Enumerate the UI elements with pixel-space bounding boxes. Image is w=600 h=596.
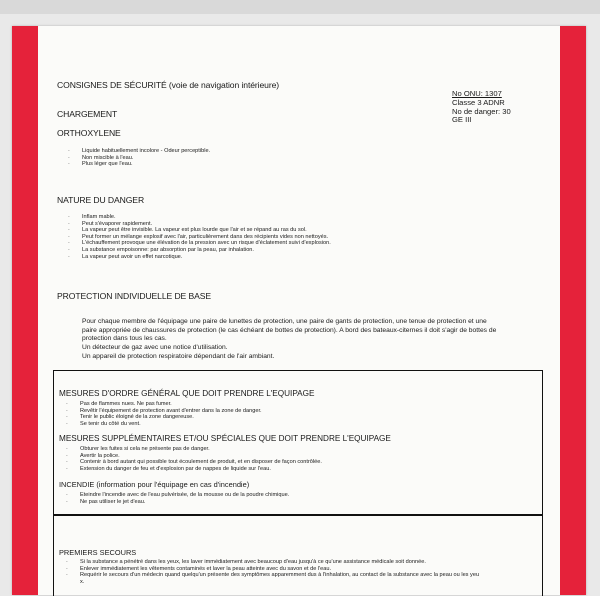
- list-item: · Contenir à bord autant qui possible tout écoulement de produit, et en disposer de façon contrôlée.: [66, 459, 322, 466]
- protection-line: Pour chaque membre de l'équipage une paire de lunettes de protection, une paire de gants de protection, une tenue de protection et une: [82, 318, 487, 325]
- list-item: · Inflam mable.: [68, 214, 116, 220]
- list-item: · Pas de flammes nues. Ne pas fumer.: [66, 401, 172, 407]
- protection-line: Un détecteur de gaz avec une notice d'utilisation.: [82, 344, 228, 352]
- list-item: · Liquide habituellement incolore - Odeur perceptible.: [68, 148, 211, 154]
- document-title: CONSIGNES DE SÉCURITÉ (voie de navigation intérieure): [57, 80, 280, 90]
- section-chargement-heading: CHARGEMENT: [57, 109, 118, 119]
- packing-group: GE III: [452, 115, 472, 125]
- product-name: ORTHOXYLENE: [57, 128, 121, 138]
- list-item: · Si la substance a pénétré dans les yeux, les laver immédiatement avec beaucoup d'eau jusqu'à ce qu'une assistance médicale soit donnée.: [66, 559, 426, 565]
- chargement-list: [68, 148, 210, 168]
- list-item: · La substance empoisonne: par absorption par la peau, par inhalation.: [68, 246, 254, 253]
- section-incendie-heading: INCENDIE (information pour l'équipage en cas d'incendie): [59, 480, 250, 489]
- identification-block: [452, 90, 511, 125]
- list-item: · Plus léger que l'eau.: [68, 161, 133, 168]
- list-item: x.: [80, 578, 85, 585]
- list-item: · Obturer les fuites si cela ne présente pas de danger.: [66, 446, 210, 452]
- list-item: · La vapeur peut avoir un effet narcotique.: [68, 253, 183, 260]
- list-item: · Enlever immédiatement les vêtements contaminés et laver la peau atteinte avec du savon et de l'eau.: [66, 565, 332, 572]
- danger-number: No de danger: 30: [452, 106, 511, 116]
- class-label: Classe 3 ADNR: [452, 97, 505, 107]
- protection-line: protection dans tous les cas.: [82, 335, 167, 343]
- protection-line: paire appropriée de chaussures de protection (le cas échéant de bottes de protection). A bord des bateaux-citernes il doit s'agir de bottes de: [82, 326, 497, 334]
- list-item: · Non miscible à l'eau.: [68, 154, 134, 161]
- list-item: · L'échauffement provoque une élévation de la pression avec un risque d'éclatement suivi d'explosion.: [68, 240, 331, 247]
- list-item: · Peut former un mélange explosif avec l'air, particulièrement dans des récipients vides non nettoyés.: [68, 233, 329, 240]
- list-item: · La vapeur peut être invisible. La vapeur est plus lourde que l'air et se répand au ras du sol.: [68, 227, 307, 234]
- list-item: · Requérir le secours d'un médecin quand quelqu'un présente des symptômes apparemment dus à l'inhalation, au contact de la substance avec la peau ou les yeu: [66, 572, 480, 579]
- list-item: · Revêtir l'équipement de protection avant d'entrer dans la zone de danger.: [66, 407, 262, 414]
- list-item: · Ne pas utiliser le jet d'eau.: [66, 498, 146, 505]
- list-item: · Se tenir du côté du vent.: [66, 420, 141, 427]
- list-item: · Avertir la police.: [66, 452, 120, 459]
- section-nature-danger-heading: NATURE DU DANGER: [57, 195, 145, 205]
- list-item: · Extension du danger de feu et d'explosion par de nappes de liquide sur l'eau.: [66, 465, 271, 472]
- nature-danger-list: [68, 214, 331, 260]
- list-item: · Tenir le public éloigné de la zone dangereuse.: [66, 414, 194, 421]
- onu-number: No ONU: 1307: [452, 89, 502, 98]
- measures-box-divider: [53, 514, 543, 516]
- protection-text: [82, 318, 496, 362]
- section-mesures-generales-heading: MESURES D'ORDRE GÉNÉRAL QUE DOIT PRENDRE L'EQUIPAGE: [59, 389, 315, 398]
- premiers-secours-list: [66, 559, 479, 585]
- section-mesures-speciales-heading: MESURES SUPPLÉMENTAIRES ET/OU SPÉCIALES QUE DOIT PRENDRE L'EQUIPAGE: [59, 434, 391, 443]
- section-premiers-secours-heading: PREMIERS SECOURS: [59, 548, 137, 557]
- protection-line: Un appareil de protection respiratoire dépendant de l'air ambiant.: [82, 352, 275, 360]
- list-item: · Eteindre l'incendie avec de l'eau pulvérisée, de la mousse ou de la poudre chimique.: [66, 492, 290, 498]
- incendie-list: [66, 492, 289, 505]
- mesures-speciales-list: [66, 446, 322, 472]
- mesures-generales-list: [66, 401, 262, 427]
- list-item: · Peut s'évaporer rapidement.: [68, 220, 153, 227]
- section-protection-heading: PROTECTION INDIVIDUELLE DE BASE: [57, 291, 212, 301]
